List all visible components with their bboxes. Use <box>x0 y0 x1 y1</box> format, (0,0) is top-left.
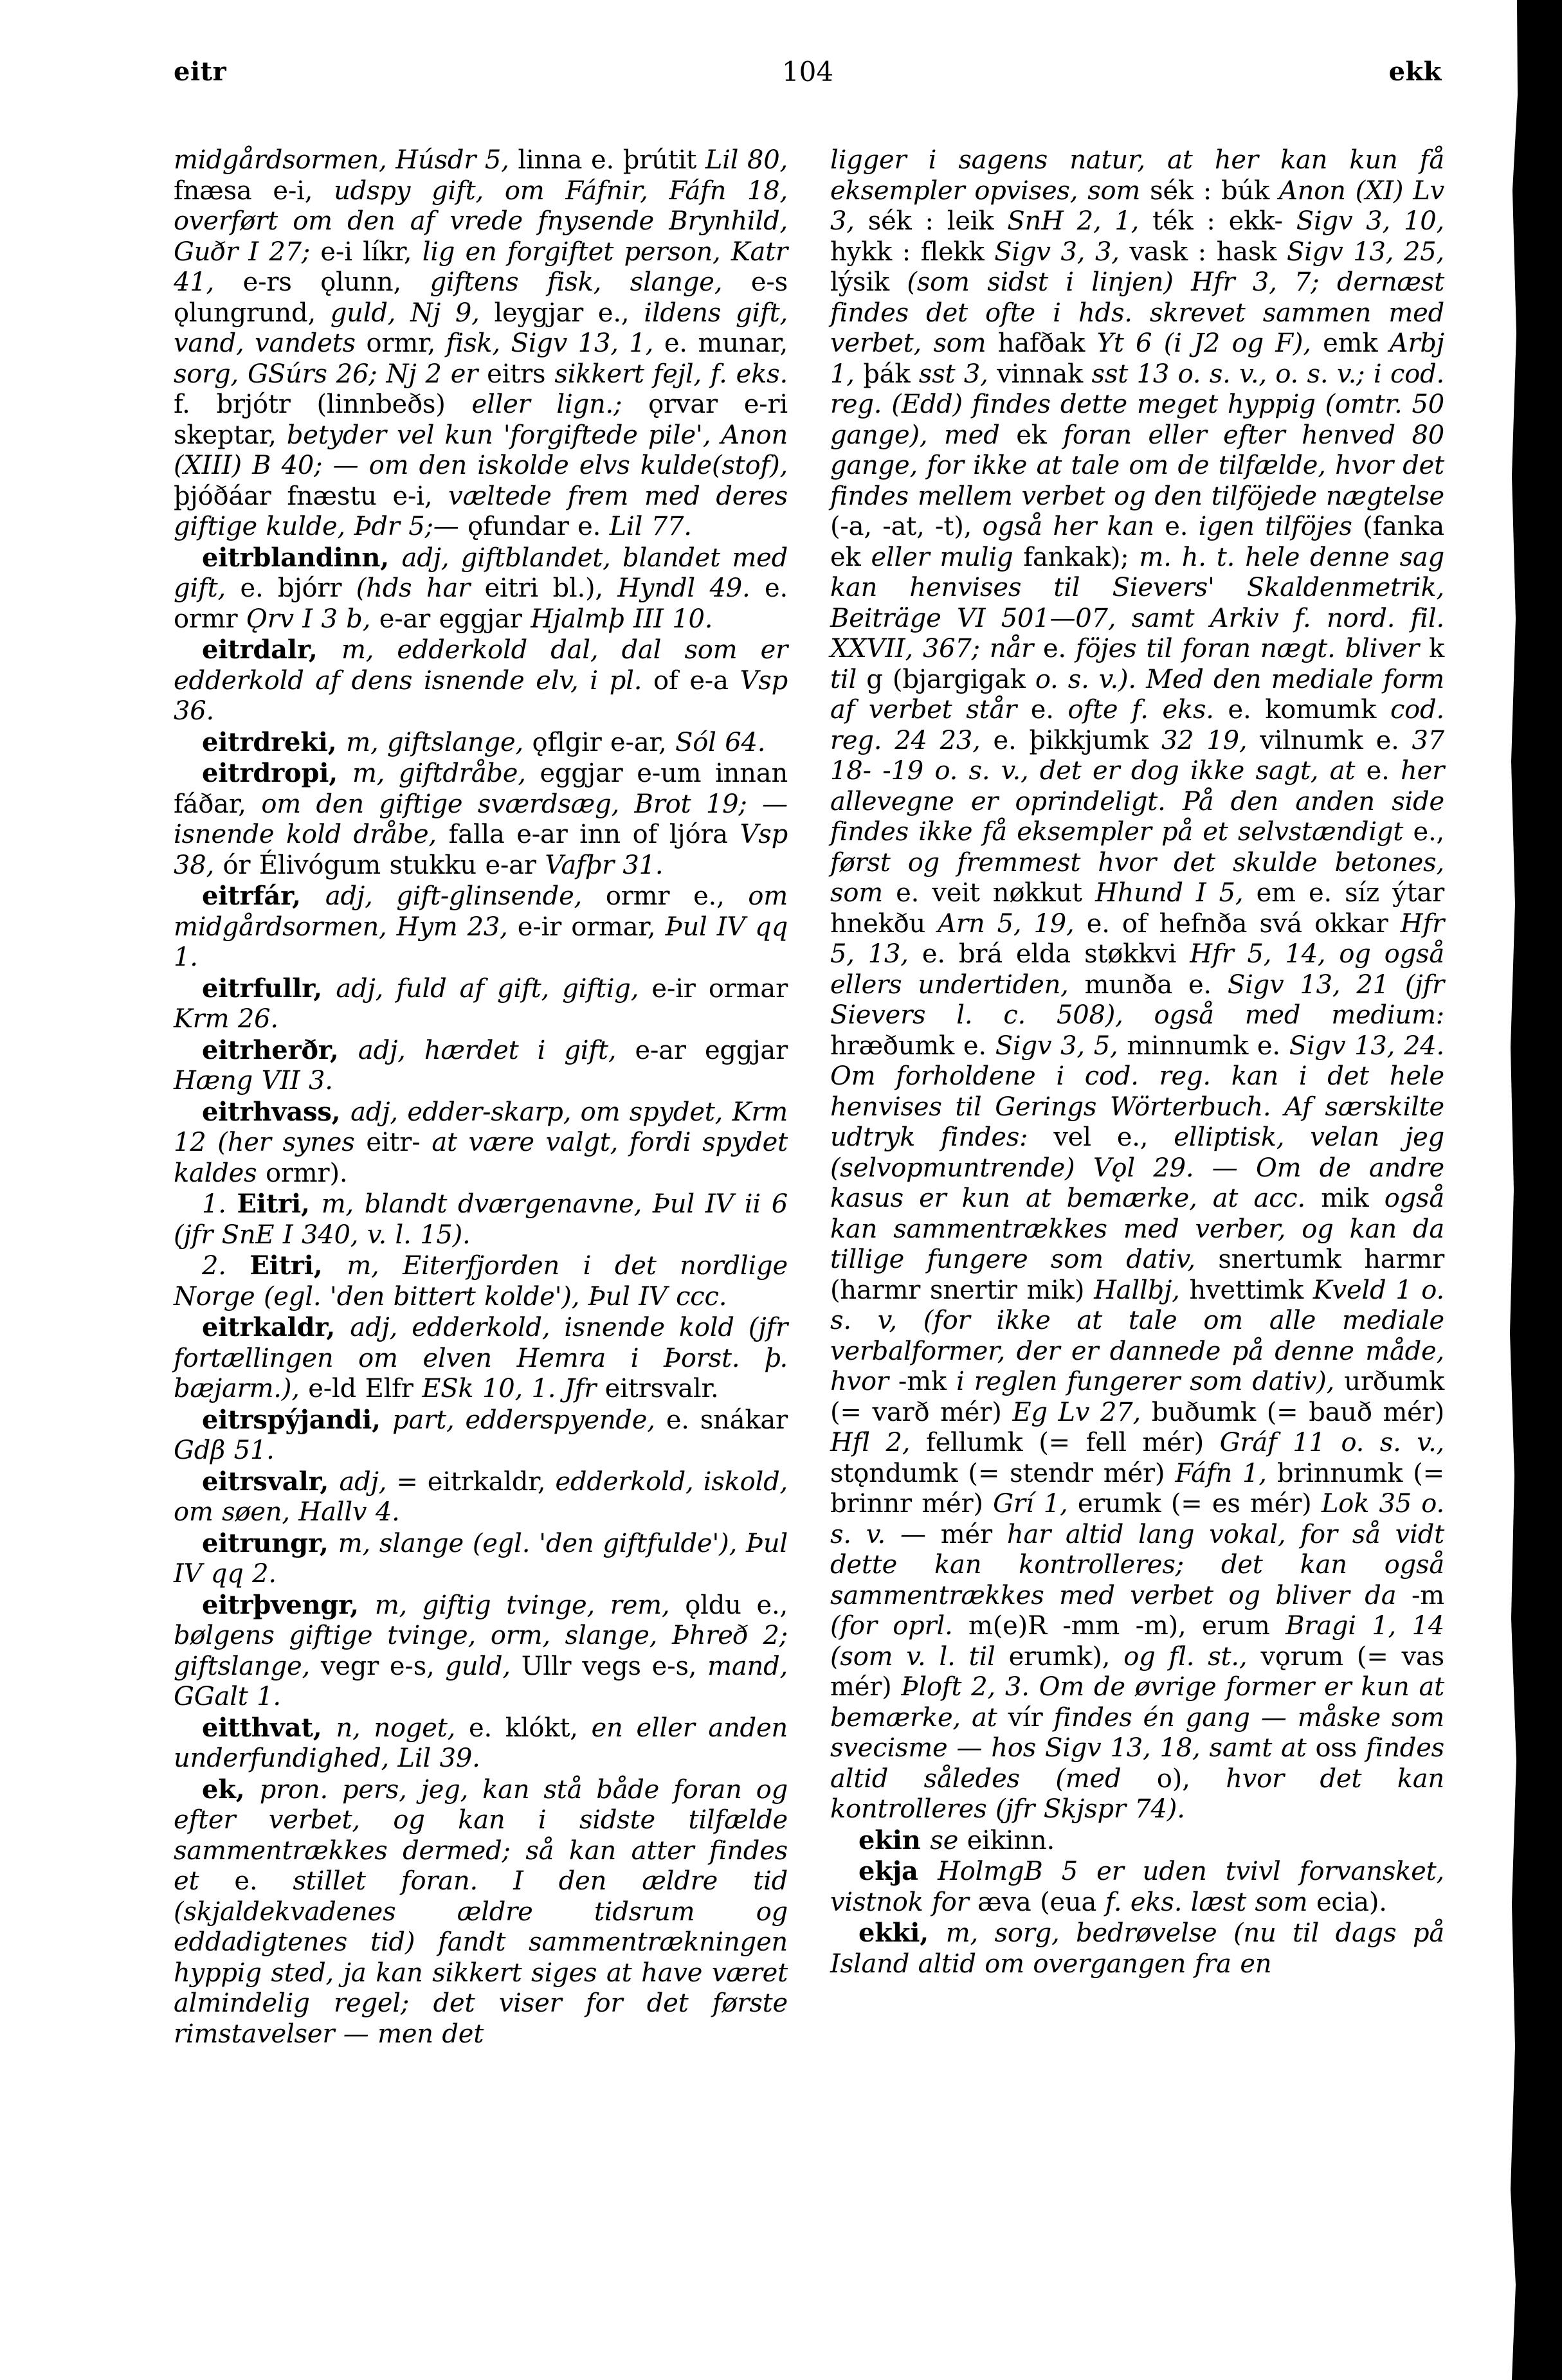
headword: eitrherðr, <box>202 1034 358 1065</box>
headword: eitrfár, <box>202 881 325 911</box>
text-run: om den giftige sværdsæg, Brot 19; — isnende kold dråbe, <box>174 789 788 849</box>
text-run: Eg Lv 27, <box>1012 1397 1152 1427</box>
text-run: Sigv 3, 5, <box>995 1031 1127 1061</box>
dictionary-entry <box>174 145 788 543</box>
text-run: m, giftig tvinge, rem, <box>374 1590 686 1620</box>
text-run: brinnumk (= brinnr mér) <box>830 1458 1444 1519</box>
text-run: e. komumk <box>1228 695 1390 725</box>
headword: eitrblandinn, <box>202 542 402 573</box>
text-run: til <box>830 664 867 694</box>
text-run: e. bjórr <box>240 573 356 603</box>
text-run: eggjar e-um innan fáðar, <box>174 759 788 819</box>
text-run: har altid lang vokal, for så vidt dette kan kontrolleres; det kan også sammentrækkes med verbet og bliver da <box>830 1519 1444 1610</box>
text-run: Gráf 11 o. s. v., <box>1219 1428 1444 1457</box>
text-run: emk <box>1323 329 1390 358</box>
text-run: HolmgB 5 er uden tvivl forvansket, vistnok for <box>830 1857 1444 1917</box>
text-run: Vafþr 31. <box>545 850 664 880</box>
dictionary-entry <box>830 145 1444 1825</box>
text-run: e-rs ǫlunn, <box>242 267 430 297</box>
text-run: pron. pers, jeg, kan stå både foran og efter verbet, og kan i sidste tilfælde sammentrækkes dermed; så kan atter findes et <box>174 1774 788 1896</box>
text-run: ǫflgir e-ar, <box>532 727 676 757</box>
text-run: m, blandt dværgenavne, Þul IV ii 6 (jfr SnE I 340, v. l. 15). <box>174 1189 788 1250</box>
text-run: Hfr 5, 13, <box>830 908 1444 969</box>
text-run: Sigv 13, 21 (jfr Sievers l. c. 508), også med medium: <box>830 969 1444 1030</box>
text-run: e. <box>234 1866 293 1896</box>
text-run: þák <box>863 359 919 389</box>
text-run: lýsik <box>830 267 907 297</box>
text-run: eitrs <box>487 359 555 389</box>
text-run: Vsp 36. <box>174 665 788 726</box>
text-run: e-ld Elfr <box>308 1374 422 1403</box>
text-run: cod. reg. 24 23, <box>830 695 1444 755</box>
text-run: Arn 5, 19, <box>938 908 1087 939</box>
text-run: ecia). <box>1316 1887 1387 1917</box>
text-run: Hallbj, <box>1094 1275 1190 1305</box>
text-run: Sól 64. <box>675 727 766 757</box>
text-run: m, giftslange, <box>346 727 532 757</box>
text-run: ESk 10, 1. Jfr <box>422 1374 605 1403</box>
text-run: o), <box>1156 1763 1226 1794</box>
text-run: giftens fisk, slange, <box>430 267 751 297</box>
text-run: betyder vel kun 'forgiftede pile', Anon (XIII) B 40; — om den iskolde elvs kulde(stof), <box>174 420 788 480</box>
scan-gutter-shadow <box>1508 0 1562 2380</box>
text-run: hykk : flekk <box>830 237 995 267</box>
text-run: urðumk (= varð mér) <box>830 1367 1444 1427</box>
text-run: e. <box>1042 634 1076 663</box>
text-run: Sigv 3, 10, <box>1296 206 1444 236</box>
text-run: fellumk (= fell mér) <box>925 1428 1220 1457</box>
text-run: lig en forgiftet person, Katr 41, <box>174 237 788 297</box>
text-run: sst 3, <box>918 359 997 389</box>
text-run: k <box>1428 634 1444 663</box>
text-run: Sigv 13, 24. Om forholdene i cod. reg. kan i det hele henvises til Gerings Wörterbuch. Af særskilte udtryk findes: <box>830 1031 1445 1152</box>
dictionary-entry <box>174 543 788 635</box>
text-run: e-ar eggjar <box>379 604 531 634</box>
dictionary-entry <box>174 1713 788 1774</box>
headword: ekin <box>858 1825 931 1855</box>
text-run: Lok 35 o. s. v. — <box>830 1489 1444 1549</box>
text-run: e. munar, <box>664 329 788 358</box>
text-run: (hds har <box>356 573 485 603</box>
text-run: munða e. <box>1084 969 1228 1000</box>
text-run: ormr). <box>266 1158 348 1188</box>
text-run: (som sidst i linjen) Hfr 3, 7; dernæst findes det ofte i hds. skrevet sammen med verbet, som <box>830 267 1444 358</box>
dictionary-entry <box>174 1035 788 1097</box>
text-run: erumk (= es mér) <box>1077 1489 1321 1519</box>
text-run: e. þikkjumk <box>993 725 1161 755</box>
text-run: ǫfundar e. <box>468 512 610 541</box>
text-run: Sigv 3, 3, <box>994 237 1130 267</box>
text-run: edderkold, iskold, om søen, Hallv 4. <box>174 1466 788 1527</box>
headword: eitrdreki, <box>202 726 347 757</box>
text-run: om midgårdsormen, Hym 23, <box>174 881 788 942</box>
text-run: ór Élivógum stukku e-ar <box>222 850 545 880</box>
text-run: sorg, GSúrs 26; Nj 2 er <box>174 359 487 389</box>
text-run: vír <box>1008 1702 1054 1733</box>
headword: eitrfullr, <box>202 973 336 1004</box>
text-run: Gdβ 51. <box>174 1436 275 1465</box>
headword: eitrsvalr, <box>202 1466 340 1497</box>
dictionary-entry <box>174 1528 788 1590</box>
dictionary-entry <box>174 758 788 881</box>
text-run: e., <box>1413 817 1444 847</box>
text-run: ǫrvar e-ri skeptar, <box>174 390 788 450</box>
text-run: også her kan <box>982 512 1165 541</box>
headword: eitrhvass, <box>202 1096 351 1127</box>
text-run: hvor det kan kontrolleres (jfr Skjspr 74). <box>830 1763 1444 1824</box>
text-run: eikinn. <box>967 1825 1055 1855</box>
text-run: 2. <box>202 1251 250 1281</box>
text-run: sék : leik <box>867 206 1008 236</box>
text-run: Vsp 38, <box>174 820 788 880</box>
text-run: e. <box>1030 695 1068 725</box>
text-run: (for oprl. <box>830 1611 968 1641</box>
text-run: erumk), <box>1008 1641 1124 1672</box>
text-run: ǫldu e., <box>685 1590 788 1620</box>
text-run: foran eller efter henved 80 gange, for ikke at tale om de tilfælde, hvor det findes mellem verbet og den tilföjede nægtelse <box>830 420 1444 511</box>
text-run: guld, Nj 9, <box>330 298 495 328</box>
text-run: midgårdsormen, Húsdr 5, <box>174 145 518 175</box>
text-run: adj, gift-glinsende, <box>325 881 606 911</box>
text-run: også kan sammentrækkes med verber, og kan da tillige fungere som dativ, <box>830 1184 1444 1274</box>
text-run: Ullr vegs e-s, <box>521 1651 708 1681</box>
text-run: minnumk e. <box>1127 1031 1289 1061</box>
text-run: findes altid således (med <box>830 1733 1444 1794</box>
text-run: stillet foran. I den ældre tid (skjaldekvadenes ældre tidsrum og eddadigtenes tid) fandt sammentrækningen hyppig sted, ja kan sikkert siges at have været almindelig regel; det viser for det første rimstavelser — men det <box>174 1866 788 2049</box>
text-run: væltede frem med deres giftige kulde, Þdr 5;— <box>174 481 788 541</box>
headword: eitrspýjandi, <box>202 1404 393 1435</box>
text-run: Hæng VII 3. <box>174 1066 333 1095</box>
text-run: part, edderspyende, <box>392 1405 666 1435</box>
text-run: ofte f. eks. <box>1067 695 1228 725</box>
dictionary-entry <box>174 1189 788 1250</box>
text-run: adj, hærdet i gift, <box>358 1035 635 1065</box>
text-run: f. eks. læst som <box>1105 1887 1316 1917</box>
headword: ekki, <box>858 1918 946 1948</box>
text-run: sst 13 o. s. v., o. s. v.; i cod. reg. (Edd) findes dette meget hyppig (omtr. 50 gange), med <box>830 359 1445 450</box>
text-run: e-ir ormar, <box>517 912 666 942</box>
right-column <box>830 145 1444 2050</box>
text-run: Lil 77. <box>609 512 692 541</box>
text-run: adj, edder-skarp, om spydet, Krm 12 (her synes <box>174 1097 788 1157</box>
text-run: e. brá elda støkkvi <box>922 939 1190 969</box>
text-run: elliptisk, velan jeg (selvopmuntrende) Vǫl 29. — Om de andre kasus er kun at bemærke, at acc. <box>830 1122 1444 1213</box>
text-run: se <box>930 1825 967 1855</box>
text-run: fisk, Sigv 13, 1, <box>446 329 664 358</box>
text-run: Kveld 1 o. s. v, (for ikke at tale om alle mediale verbalformer, der er dannede på denne måde, hvor <box>830 1275 1444 1396</box>
text-block <box>174 145 1444 2050</box>
text-run: hafðak <box>997 329 1097 358</box>
text-run: adj, edderkold, isnende kold (jfr fortællingen om elven Hemra i Þorst. þ. bæjarm.), <box>174 1313 788 1403</box>
text-run: m. h. t. hele denne sag kan henvises til Sievers' Skaldenmetrik, Beiträge VI 501—07, samt Arkiv f. nord. fil. XXVII, 367; når <box>830 542 1444 663</box>
text-run: adj, giftblandet, blandet med gift, <box>174 543 788 603</box>
text-run: of e-a <box>653 665 740 696</box>
text-run: Fáfn 1, <box>1175 1458 1277 1488</box>
text-run: ildens gift, vand, vandets <box>174 298 788 358</box>
text-run: mik <box>1321 1184 1385 1213</box>
text-run: e. <box>1366 756 1401 786</box>
dictionary-entry <box>174 1590 788 1713</box>
text-run: n, noget, <box>336 1713 469 1743</box>
text-run: adj, <box>339 1466 397 1497</box>
text-run: 37 18- -19 o. s. v., det er dog ikke sagt, at <box>830 725 1445 786</box>
headword: Eitri, <box>250 1250 347 1281</box>
text-run: stǫndumk (= stendr mér) <box>830 1458 1176 1488</box>
text-run: Ǫrv I 3 b, <box>246 604 379 634</box>
headword: eitrdropi, <box>202 758 352 788</box>
text-run: þjóðáar fnæstu e-i, <box>174 481 449 511</box>
headword: eitrkaldr, <box>202 1312 350 1342</box>
text-run: vǫrum (= vas mér) <box>830 1641 1444 1702</box>
text-run: m, sorg, bedrøvelse (nu til dags på Island altid om overgangen fra en <box>830 1918 1444 1979</box>
text-run: vask : hask <box>1129 237 1287 267</box>
text-run: falla e-ar inn of ljóra <box>448 820 740 849</box>
text-run: e. ormr <box>174 573 788 634</box>
text-run: m, Eiterfjorden i det nordlige Norge (egl. 'den bittert kolde'), Þul IV ccc. <box>174 1251 788 1312</box>
guide-word-right: ekk <box>1388 57 1442 87</box>
text-run: Þloft 2, 3. Om de øvrige former er kun at bemærke, at <box>830 1672 1444 1733</box>
text-run: snertumk harmr (harmr snertir mik) <box>830 1245 1444 1305</box>
text-run: igen tilföjes <box>1198 512 1363 541</box>
dictionary-entry <box>174 635 788 727</box>
dictionary-entry <box>174 1097 788 1189</box>
dictionary-entry <box>174 1774 788 2050</box>
text-run: Sigv 13, 25, <box>1286 237 1445 267</box>
headword: eitrþvengr, <box>202 1589 375 1620</box>
text-run: Anon (XI) Lv 3, <box>830 176 1444 236</box>
text-run: hvettimk <box>1189 1275 1313 1305</box>
text-run: linna e. þrútit <box>518 145 705 175</box>
text-run: leygjar e., <box>494 298 644 328</box>
text-run: at være valgt, fordi spydet kaldes <box>174 1128 788 1188</box>
dictionary-entry <box>174 1312 788 1405</box>
headword: eitrungr, <box>202 1528 338 1558</box>
text-run: mand, GGalt 1. <box>174 1651 788 1711</box>
text-run: (fanka ek <box>830 512 1444 572</box>
text-run: Lil 80, <box>705 145 788 175</box>
text-run: eller mulig <box>871 542 1024 572</box>
text-run: Hfl 2, <box>830 1428 926 1457</box>
page-number: 104 <box>781 56 834 87</box>
dictionary-entry <box>174 1405 788 1466</box>
text-run: og fl. st., <box>1123 1641 1261 1672</box>
headword: eitrdalr, <box>202 635 341 665</box>
text-run: -mk <box>898 1367 957 1396</box>
text-run: Hjalmþ III 10. <box>531 604 713 634</box>
text-run: m, slange (egl. 'den giftfulde'), Þul IV qq 2. <box>174 1528 788 1589</box>
text-run: Grí 1, <box>993 1489 1078 1519</box>
text-run: Þul IV qq 1. <box>174 912 788 972</box>
text-run: vegr e-s, <box>320 1651 446 1681</box>
text-run: föjes til foran nægt. bliver <box>1075 634 1429 663</box>
text-run: ték : ekk- <box>1152 206 1296 236</box>
text-run: Hfr 5, 14, og også ellers undertiden, <box>830 939 1444 1000</box>
text-run: = eitrkaldr, <box>396 1466 556 1497</box>
text-run: (-a, -at, -t), <box>830 512 983 541</box>
dictionary-entry <box>830 1825 1444 1857</box>
text-run: eitr- <box>366 1128 432 1157</box>
text-run: e-ir ormar <box>651 973 788 1004</box>
text-run: Krm 26. <box>174 1004 278 1034</box>
text-run: vinnak <box>997 359 1092 389</box>
text-run: ormr, <box>366 329 446 358</box>
dictionary-entry <box>174 973 788 1035</box>
text-run: eller lign.; <box>471 390 649 419</box>
text-run: g (bjargigak <box>866 664 1035 694</box>
headword: ekja <box>858 1856 938 1886</box>
left-column <box>174 145 788 2050</box>
text-run: Yt 6 (i J2 og F), <box>1096 329 1323 358</box>
dictionary-entry <box>830 1918 1444 1979</box>
text-run: buðumk (= bauð mér) <box>1151 1397 1444 1427</box>
text-run: ormr e., <box>605 881 749 911</box>
text-run: Arbj 1, <box>830 329 1444 389</box>
text-run: fankak); <box>1023 542 1140 572</box>
text-run: -m <box>1411 1580 1444 1610</box>
text-run: udspy gift, om Fáfnir, Fáfn 18, overført om den af vrede fnysende Brynhild, Guðr I 27; <box>174 176 788 267</box>
text-run: sék : búk <box>1150 176 1279 206</box>
text-run: em e. síz ýtar hnekðu <box>830 878 1445 939</box>
text-run: 1. <box>202 1189 237 1219</box>
dictionary-entry <box>174 1466 788 1528</box>
text-run: m(e)R -mm -m), erum <box>968 1611 1286 1641</box>
text-run: ek <box>1016 420 1064 450</box>
text-run: eitri bl.), <box>484 573 618 603</box>
headword: ek, <box>202 1774 260 1805</box>
text-run: Hyndl 49. <box>617 573 765 603</box>
text-run: vel e., <box>1053 1122 1174 1152</box>
text-run: fnæsa e-i, <box>174 176 334 206</box>
text-run: f. brjótr (linnbeðs) <box>174 390 472 419</box>
text-run: adj, fuld af gift, giftig, <box>336 973 652 1004</box>
text-run: findes én gang — måske som svecisme — hos Sigv 13, 18, samt at <box>830 1702 1444 1763</box>
text-run: e. klókt, <box>468 1713 592 1743</box>
text-run: e. snákar <box>666 1405 788 1435</box>
text-run: 32 19, <box>1161 725 1260 755</box>
dictionary-entry <box>174 881 788 973</box>
headword: Eitri, <box>237 1189 322 1219</box>
text-run: hræðumk e. <box>830 1031 995 1061</box>
dictionary-entry <box>174 727 788 759</box>
headword: eitthvat, <box>202 1712 336 1743</box>
text-run: i reglen fungerer som dativ), <box>956 1367 1345 1396</box>
text-run: SnH 2, 1, <box>1007 206 1153 236</box>
text-run: e. veit nøkkut <box>896 878 1095 908</box>
text-run: o. s. v.). Med den mediale form af verbet står <box>830 664 1444 725</box>
text-run: æva (eua <box>977 1887 1105 1917</box>
text-run: m, giftdråbe, <box>352 759 540 788</box>
text-run: Hhund I 5, <box>1094 878 1257 908</box>
dictionary-entry <box>830 1856 1444 1918</box>
text-run: bølgens giftige tvinge, orm, slange, Þhreð 2; giftslange, <box>174 1621 788 1681</box>
text-run: guld, <box>445 1651 522 1681</box>
text-run: Bragi 1, 14 (som v. l. til <box>830 1611 1444 1672</box>
text-run: sikkert fejl, f. eks. <box>554 359 788 389</box>
text-run: e-ar eggjar <box>635 1035 788 1065</box>
text-run: ligger i sagens natur, at her kan kun få eksempler opvises, som <box>830 145 1444 206</box>
dictionary-entry <box>174 1250 788 1312</box>
text-run: e-i líkr, <box>320 237 422 267</box>
text-run: m, edderkold dal, dal som er edderkold af dens isnende elv, i pl. <box>174 635 788 696</box>
text-run: e. <box>1165 512 1199 541</box>
guide-word-left: eitr <box>174 57 227 87</box>
text-run: her allevegne er oprindeligt. På den anden side findes ikke få eksempler på et selvstændigt <box>830 756 1444 847</box>
text-run: oss <box>1315 1733 1367 1763</box>
text-run: e-s ǫlungrund, <box>174 267 788 328</box>
text-run: eitrsvalr. <box>604 1374 719 1403</box>
text-run: vilnumk e. <box>1260 725 1412 755</box>
text-run: e. of hefnða svá okkar <box>1086 908 1401 939</box>
text-run: mér <box>940 1519 1007 1549</box>
text-run: en eller anden underfundighed, Lil 39. <box>174 1713 788 1773</box>
text-run: først og fremmest hvor det skulde betones, som <box>830 847 1444 908</box>
running-header <box>174 57 1442 87</box>
